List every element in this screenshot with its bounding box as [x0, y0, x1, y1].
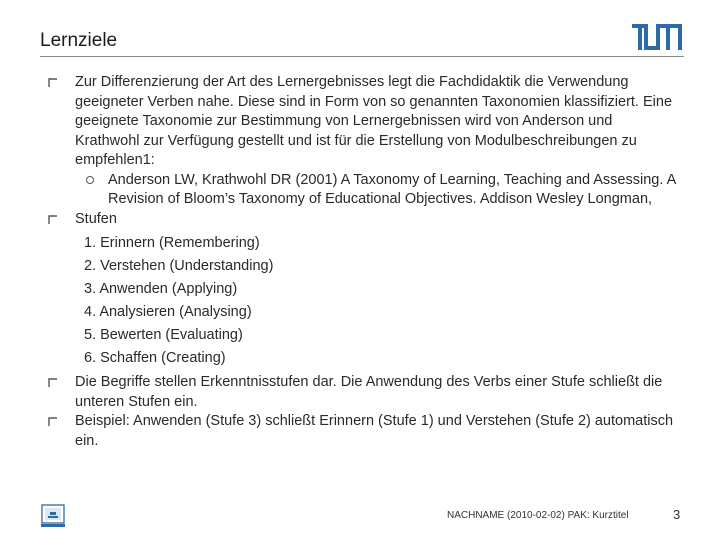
- list-item: 1. Erinnern (Remembering): [84, 235, 260, 251]
- list-item: 6. Schaffen (Creating): [84, 350, 226, 366]
- bullet-item: [40, 373, 680, 412]
- bullet-item: [40, 73, 680, 171]
- page-number: 3: [673, 507, 681, 522]
- list-item: 2. Verstehen (Understanding): [84, 258, 274, 274]
- slide-content: [40, 73, 680, 451]
- square-bullet-icon: [48, 378, 58, 388]
- taxonomy-steps-list: [40, 232, 680, 370]
- list-item: 4. Analysieren (Analysing): [84, 304, 252, 320]
- square-bullet-icon: [48, 417, 58, 427]
- slide-title: Lernziele: [40, 30, 118, 51]
- square-bullet-icon: [48, 78, 58, 88]
- footer-text: NACHNAME (2010-02-02) PAK: Kurztitel: [447, 510, 629, 521]
- circle-bullet-icon: [86, 176, 94, 184]
- bullet-text: Stufen: [75, 210, 117, 227]
- list-item: 5. Bewerten (Evaluating): [84, 327, 243, 343]
- list-item: 3. Anwenden (Applying): [84, 281, 238, 297]
- bullet-text: Die Begriffe stellen Erkenntnisstufen dar. Die Anwendung des Verbs einer Stufe schließt die unteren Stufen ein.: [75, 374, 663, 410]
- tum-logo-icon: [632, 24, 682, 50]
- monitor-icon: [40, 503, 66, 529]
- square-bullet-icon: [48, 215, 58, 225]
- reference-text: Anderson LW, Krathwohl DR (2001) A Taxonomy of Learning, Teaching and Assessing. A Revision of Bloom’s Taxonomy of Educational Objectives. Addison Wesley Longman,: [108, 171, 676, 207]
- bullet-item: [40, 412, 680, 451]
- header-divider: [40, 56, 684, 57]
- sub-bullet-item: [75, 171, 680, 210]
- bullet-text: Beispiel: Anwenden (Stufe 3) schließt Erinnern (Stufe 1) und Verstehen (Stufe 2) automatisch ein.: [75, 413, 674, 449]
- bullet-item: [40, 210, 680, 230]
- bullet-text: Zur Differenzierung der Art des Lernergebnisses legt die Fachdidaktik die Verwendung geeigneter Verben nahe. Diese sind in Form von so genannten Taxonomien klassifiziert. Eine geeignete Taxonomie zur Bestimmung von Lernergebnissen wird von Anderson und Krathwohl zur Verfügung gestellt und ist für die Erstellung von Modulbeschreibungen zu empfehlen1:: [75, 74, 673, 168]
